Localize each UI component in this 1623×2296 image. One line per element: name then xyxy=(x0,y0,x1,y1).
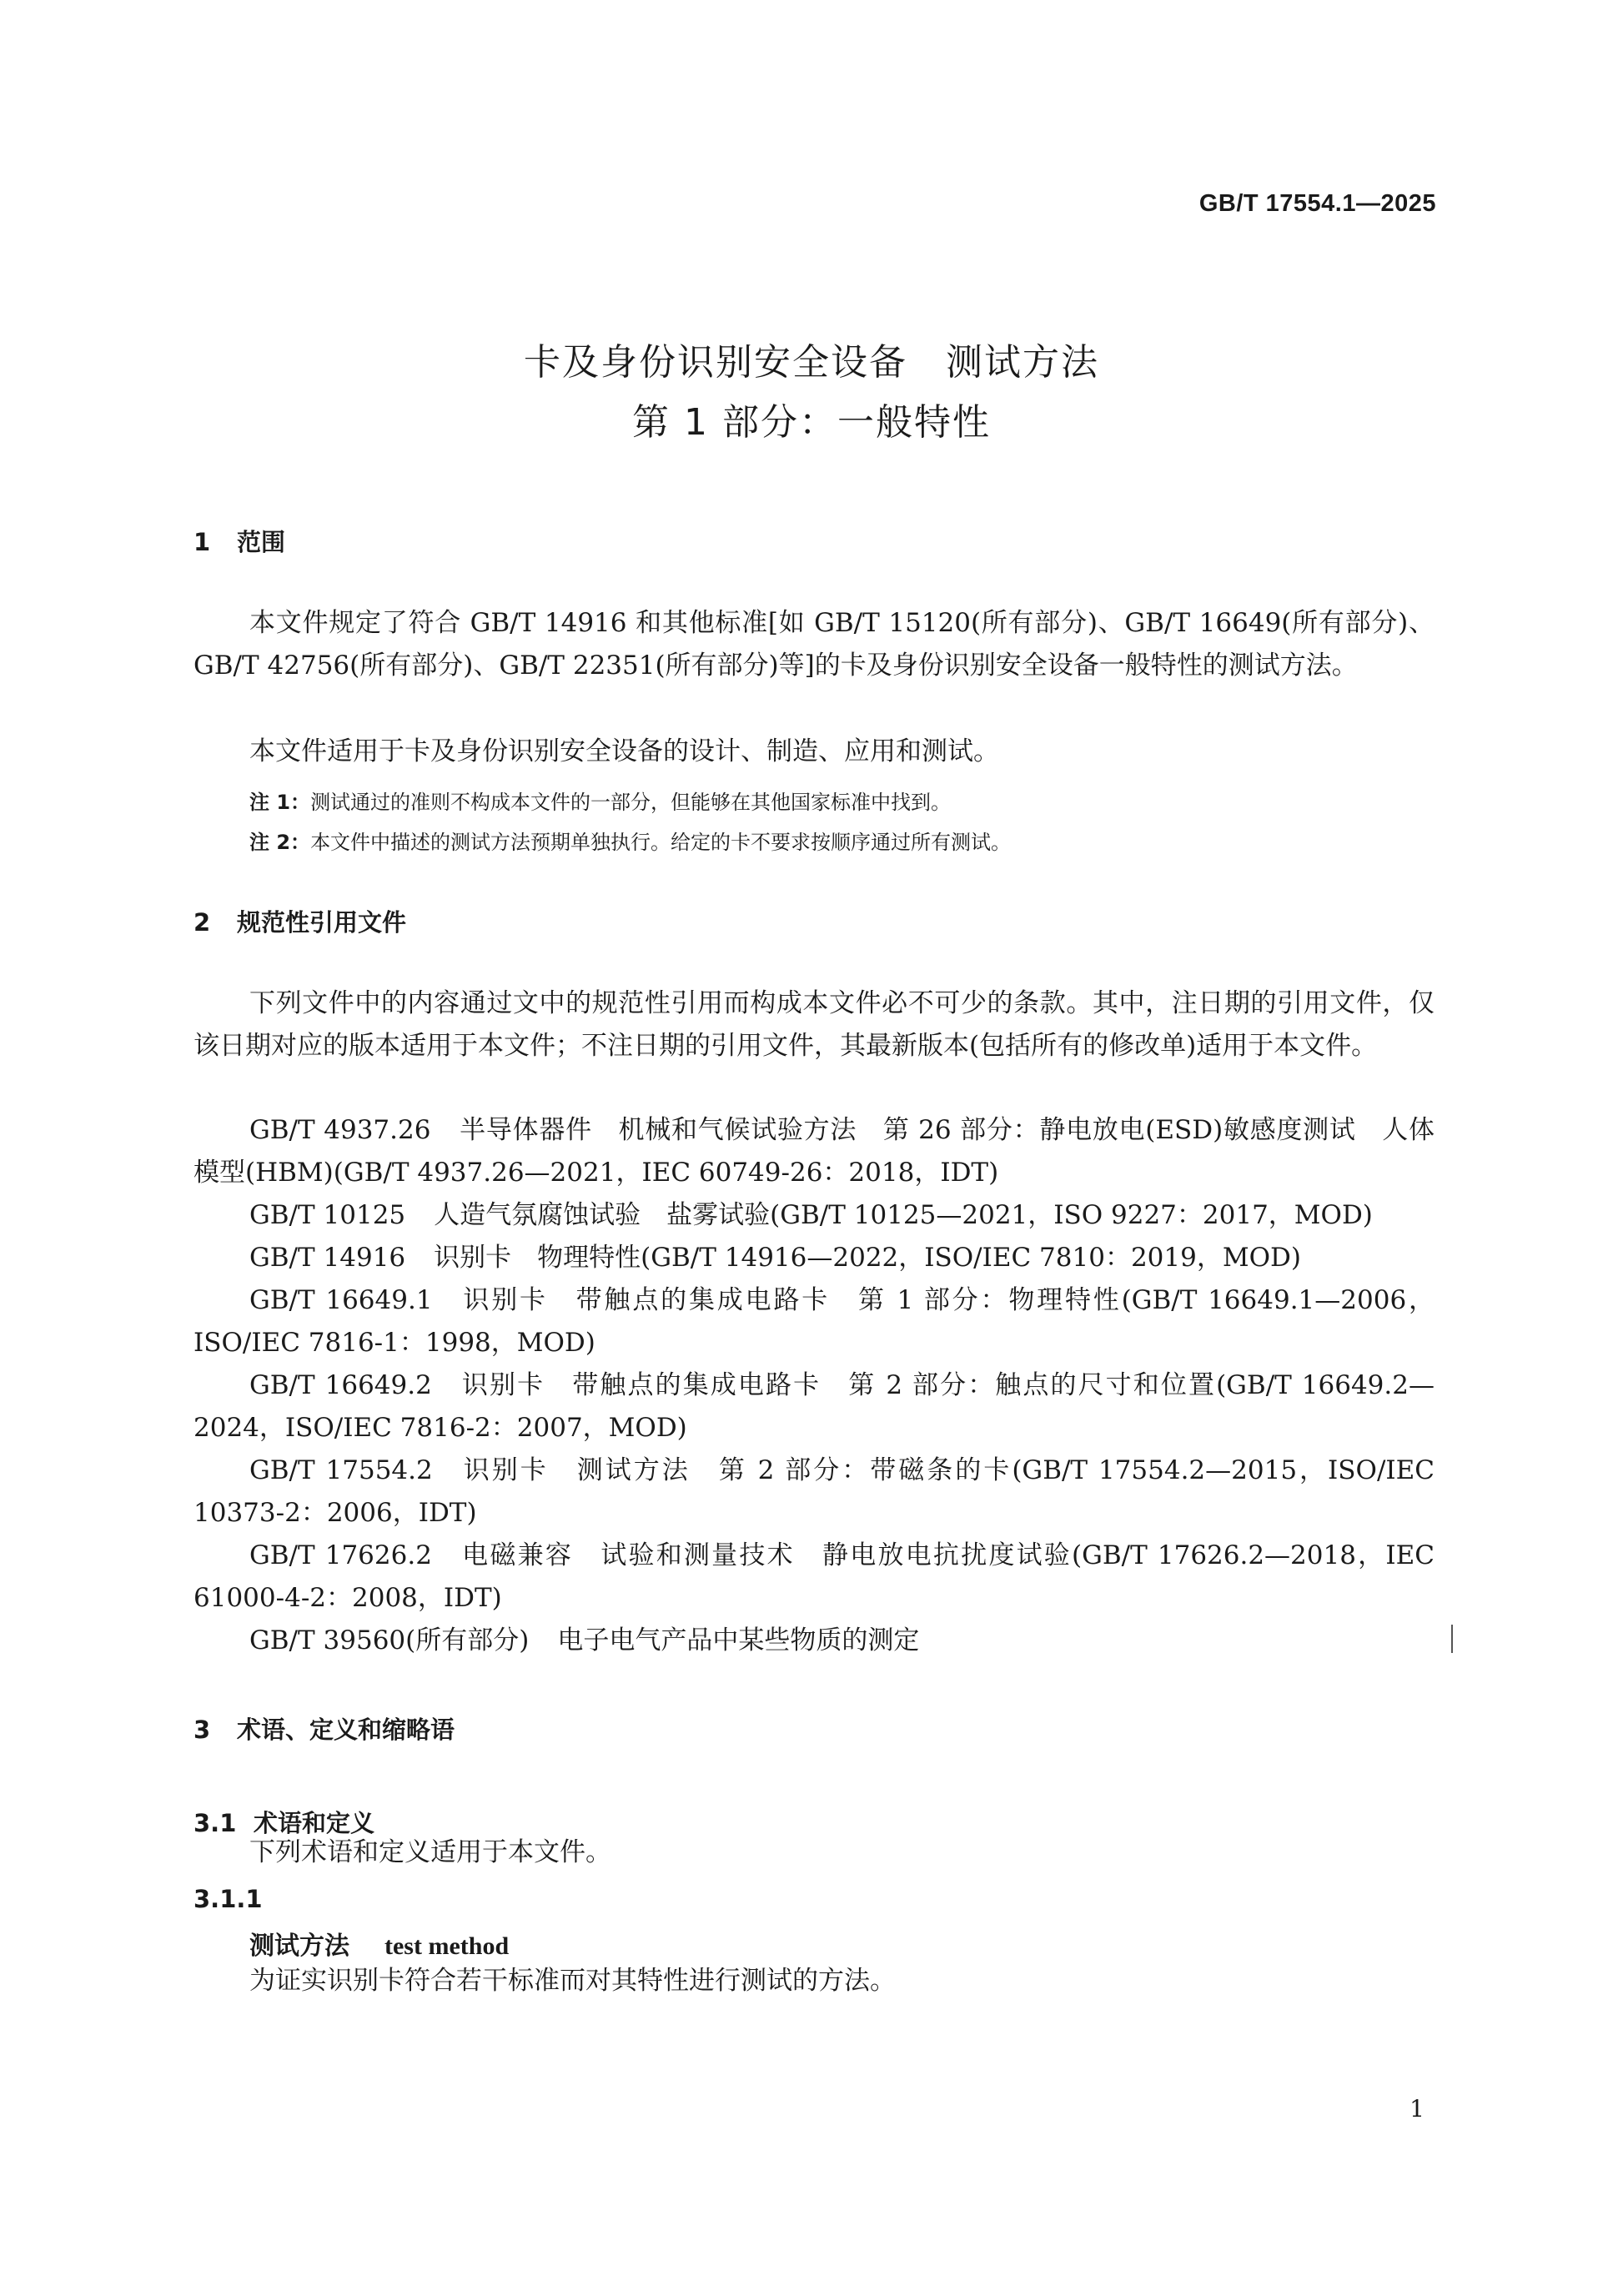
reference-code: GB/T 16649.1 xyxy=(249,1285,433,1315)
reference-item xyxy=(193,1449,1435,1535)
section-title: 规范性引用文件 xyxy=(237,908,407,937)
term-name-en: test method xyxy=(384,1932,510,1960)
section-title: 术语、定义和缩略语 xyxy=(237,1716,455,1744)
paragraph-text: 下列术语和定义适用于本文件。 xyxy=(249,1837,611,1867)
reference-title: 半导体器件 机械和气候试验方法 第 26 部分：静电放电(ESD)敏感度测试 人体模型(HBM)(GB/T 4937.26—2021，IEC 60749-26：2018，IDT) xyxy=(193,1115,1435,1188)
document-code: GB/T 17554.1—2025 xyxy=(1198,190,1436,217)
section-1-heading xyxy=(193,524,285,558)
reference-code: GB/T 10125 xyxy=(249,1200,406,1230)
section-number: 3 xyxy=(193,1716,211,1744)
note-label: 注 1： xyxy=(249,791,311,814)
subsection-title: 术语和定义 xyxy=(254,1809,375,1837)
section-number: 1 xyxy=(193,528,211,556)
reference-code: GB/T 17626.2 xyxy=(249,1540,432,1570)
reference-code: GB/T 39560(所有部分) xyxy=(249,1625,530,1655)
note-text: 测试通过的准则不构成本文件的一部分，但能够在其他国家标准中找到。 xyxy=(310,791,952,814)
note-text: 本文件中描述的测试方法预期单独执行。给定的卡不要求按顺序通过所有测试。 xyxy=(310,831,1012,854)
reference-code: GB/T 14916 xyxy=(249,1243,406,1273)
reference-item xyxy=(193,1279,1435,1364)
revision-bar xyxy=(1451,1625,1453,1653)
paragraph-text: 下列文件中的内容通过文中的规范性引用而构成本文件必不可少的条款。其中，注日期的引用文件，仅该日期对应的版本适用于本文件；不注日期的引用文件，其最新版本(包括所有的修改单)适用于本文件。 xyxy=(193,988,1435,1061)
reference-code: GB/T 16649.2 xyxy=(249,1370,432,1400)
document-title: 卡及身份识别安全设备 测试方法 xyxy=(524,341,1099,384)
scope-paragraph-2 xyxy=(193,731,1435,773)
reference-item xyxy=(193,1194,1435,1237)
section-2-heading xyxy=(193,904,406,938)
reference-item xyxy=(193,1109,1435,1194)
reference-code: GB/T 4937.26 xyxy=(249,1115,431,1145)
reference-item xyxy=(193,1620,1435,1662)
reference-item xyxy=(193,1237,1435,1279)
document-subtitle: 第 1 部分：一般特性 xyxy=(632,401,991,444)
reference-title: 电磁兼容 试验和测量技术 静电放电抗扰度试验(GB/T 17626.2—2018，IEC 61000-4-2：2008，IDT) xyxy=(193,1540,1435,1613)
section-title: 范围 xyxy=(237,528,286,556)
reference-title: 电子电气产品中某些物质的测定 xyxy=(557,1625,920,1655)
paragraph-text: 本文件规定了符合 GB/T 14916 和其他标准[如 GB/T 15120(所有部分)、GB/T 16649(所有部分)、GB/T 42756(所有部分)、GB/T 22351(所有部分)等]的卡及身份识别安全设备一般特性的测试方法。 xyxy=(193,608,1435,681)
paragraph-text: 为证实识别卡符合若干标准而对其特性进行测试的方法。 xyxy=(249,1966,896,1996)
paragraph-text: 本文件适用于卡及身份识别安全设备的设计、制造、应用和测试。 xyxy=(249,736,999,766)
term-entry xyxy=(249,1925,509,1962)
section-3-heading xyxy=(193,1711,455,1746)
normative-references-intro xyxy=(193,982,1435,1068)
reference-item xyxy=(193,1364,1435,1449)
term-number: 3.1.1 xyxy=(193,1885,263,1913)
note-label: 注 2： xyxy=(249,831,311,854)
note-1 xyxy=(249,786,1434,815)
terms-intro xyxy=(193,1831,1435,1874)
term-name-zh: 测试方法 xyxy=(249,1932,349,1961)
page-number: 1 xyxy=(1409,2095,1425,2123)
reference-title: 人造气氛腐蚀试验 盐雾试验(GB/T 10125—2021，ISO 9227：2017，MOD) xyxy=(434,1200,1373,1230)
reference-title: 识别卡 带触点的集成电路卡 第 2 部分：触点的尺寸和位置(GB/T 16649.2—2024，ISO/IEC 7816-2：2007，MOD) xyxy=(193,1370,1435,1443)
reference-title: 识别卡 物理特性(GB/T 14916—2022，ISO/IEC 7810：2019，MOD) xyxy=(434,1243,1301,1273)
reference-item xyxy=(193,1535,1435,1620)
scope-paragraph-1 xyxy=(193,602,1435,687)
section-number: 2 xyxy=(193,908,211,937)
term-definition xyxy=(193,1960,1435,2002)
reference-title: 识别卡 测试方法 第 2 部分：带磁条的卡(GB/T 17554.2—2015，ISO/IEC 10373-2：2006，IDT) xyxy=(193,1455,1435,1528)
note-2 xyxy=(249,826,1434,855)
subsection-number: 3.1 xyxy=(193,1809,237,1837)
reference-title: 识别卡 带触点的集成电路卡 第 1 部分：物理特性(GB/T 16649.1—2006，ISO/IEC 7816-1：1998，MOD) xyxy=(193,1285,1435,1358)
reference-code: GB/T 17554.2 xyxy=(249,1455,433,1485)
